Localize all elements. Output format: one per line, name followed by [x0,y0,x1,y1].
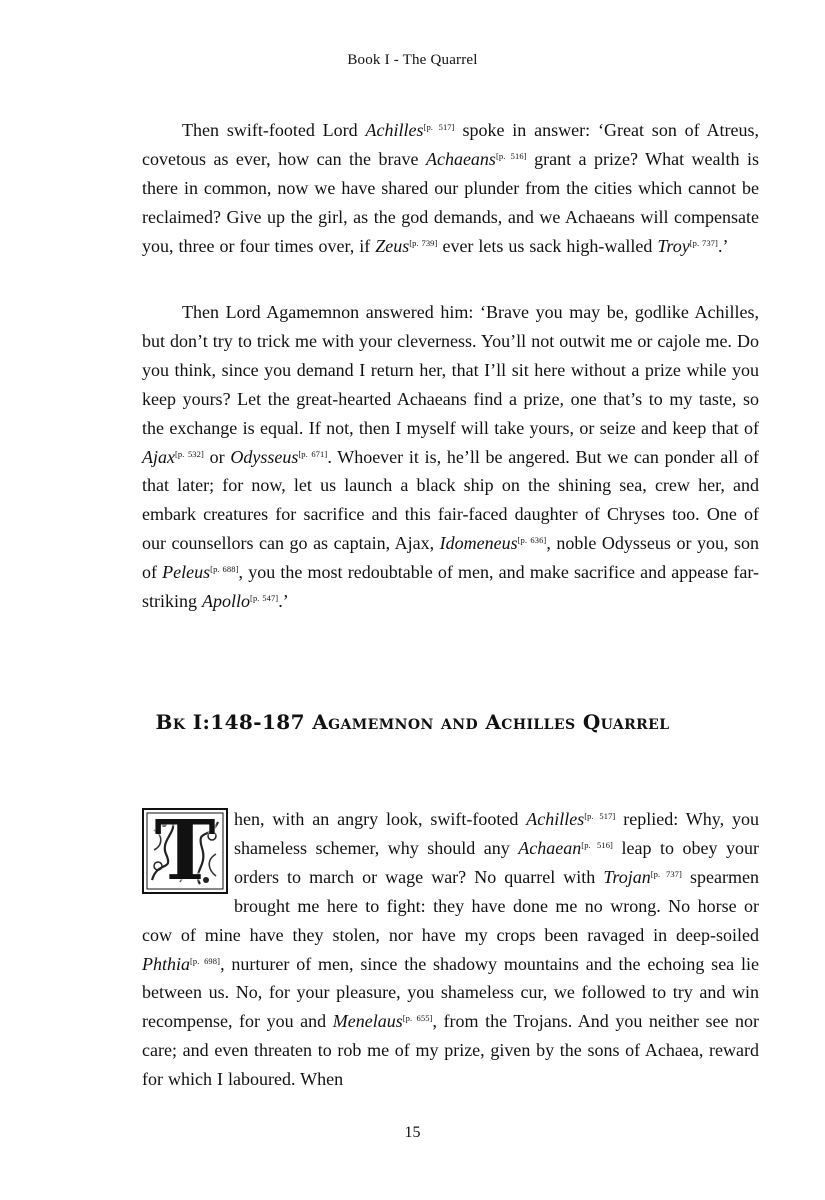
text-run: grant a prize? What wealth is there in common, now we have shared our plunder from the cities which cannot be reclaimed? Give up the girl, as the god demands, and we Achaeans will compensate you, three or four times over, if [142,148,760,256]
paragraph-achilles-answer [142,116,759,261]
name-apollo: Apollo [202,591,251,612]
text-run: , noble Odysseus or you, son of [142,533,759,583]
text-run: , nurturer of men, since the shadowy mountains and the echoing sea lie between us. No, for your pleasure, you shameless cur, we followed to try and win recompense, for you and [142,953,759,1032]
text-run: replied: Why, you shameless schemer, why should any [234,809,759,858]
name-achaeans: Achaeans [425,148,496,169]
page-ref-link[interactable]: [p. 517] [584,811,616,821]
section-heading: Bk I:148-187 Agamemnon and Achilles Quarrel [155,710,670,734]
text-run: , from the Trojans. And you neither see nor care; and even threaten to rob me of my prize, given by the sons of Achaea, reward for which I laboured. When [142,1011,759,1090]
text-run: .’ [278,591,289,612]
text-run: ever lets us sack high-walled [437,235,658,256]
page-ref-link[interactable]: [p. 655] [402,1013,433,1024]
running-head: Book I - The Quarrel [347,52,478,68]
name-odysseus: Odysseus [230,446,299,467]
page-ref-link[interactable]: [p. 688] [210,564,239,575]
name-achilles: Achilles [526,809,585,829]
page-ref-link[interactable]: [p. 516] [495,150,527,161]
page-ref-link[interactable]: [p. 739] [409,237,438,248]
text-run: .’ [717,235,729,256]
text-block-lower [142,805,759,1094]
name-achaean: Achaean [518,837,582,858]
paragraph-agamemnon-answer [142,298,759,616]
page-ref-link[interactable]: [p. 737] [650,868,682,879]
text-block-upper [142,116,759,261]
page-ref-link[interactable]: [p. 516] [581,839,613,850]
name-zeus: Zeus [375,235,410,256]
text-run: leap to obey your orders to march or wage war? No quarrel with [234,837,760,887]
name-ajax: Ajax [142,446,175,467]
name-trojan: Trojan [603,866,651,887]
page-ref-link[interactable]: [p. 671] [298,448,328,459]
dropcap-letter: T [154,803,216,899]
text-run: spearmen brought me here to fight: they have done me no wrong. No horse or cow of mine have they stolen, nor have my crops been ravaged in deep-soiled [142,866,759,945]
name-achilles: Achilles [365,120,424,140]
text-run: hen, with an angry look, swift-footed [234,809,527,829]
name-troy: Troy [657,235,690,256]
name-idomeneus: Idomeneus [439,533,518,554]
page-ref-link[interactable]: [p. 547] [250,593,279,604]
text-run: or [203,446,231,467]
text-run: spoke in answer: ‘Great son of Atreus, covetous as ever, how can the brave [142,120,760,169]
text-run: . Whoever it is, he’ll be angered. But we can ponder all of that later; for now, let us launch a black ship on the shining sea, crew her, and embark creatures for sacrifice and this fair-faced daughter of Chryses too. One of our counsellors can go as captain, Ajax, [142,446,759,554]
name-peleus: Peleus [162,562,211,583]
page-ref-link[interactable]: [p. 737] [689,237,718,248]
text-run: Then swift-footed Lord [182,120,366,140]
page-ref-link[interactable]: [p. 532] [175,448,204,459]
page-ref-link[interactable]: [p. 517] [423,122,455,132]
decorative-dropcap [142,803,228,899]
page-ref-link[interactable]: [p. 698] [190,955,221,966]
text-run: Then Lord Agamemnon answered him: ‘Brave you may be, godlike Achilles, but don’t try to trick me with your cleverness. You’ll not outwit me or cajole me. Do you think, since you demand I return her, that I’ll sit here without a prize while you keep yours? Let the great-hearted Achaeans find a prize, one that’s to my taste, so the exchange is equal. If not, then I myself will take yours, or seize and keep that of [142,302,759,438]
name-phthia: Phthia [142,953,190,974]
text-run: , you the most redoubtable of men, and make sacrifice and appease far-striking [142,562,759,612]
text-block-agamemnon [142,298,759,616]
name-menelaus: Menelaus [332,1011,403,1032]
page-ref-link[interactable]: [p. 636] [517,535,547,546]
page-number: 15 [404,1124,421,1141]
paragraph-achilles-reply [142,805,759,1094]
